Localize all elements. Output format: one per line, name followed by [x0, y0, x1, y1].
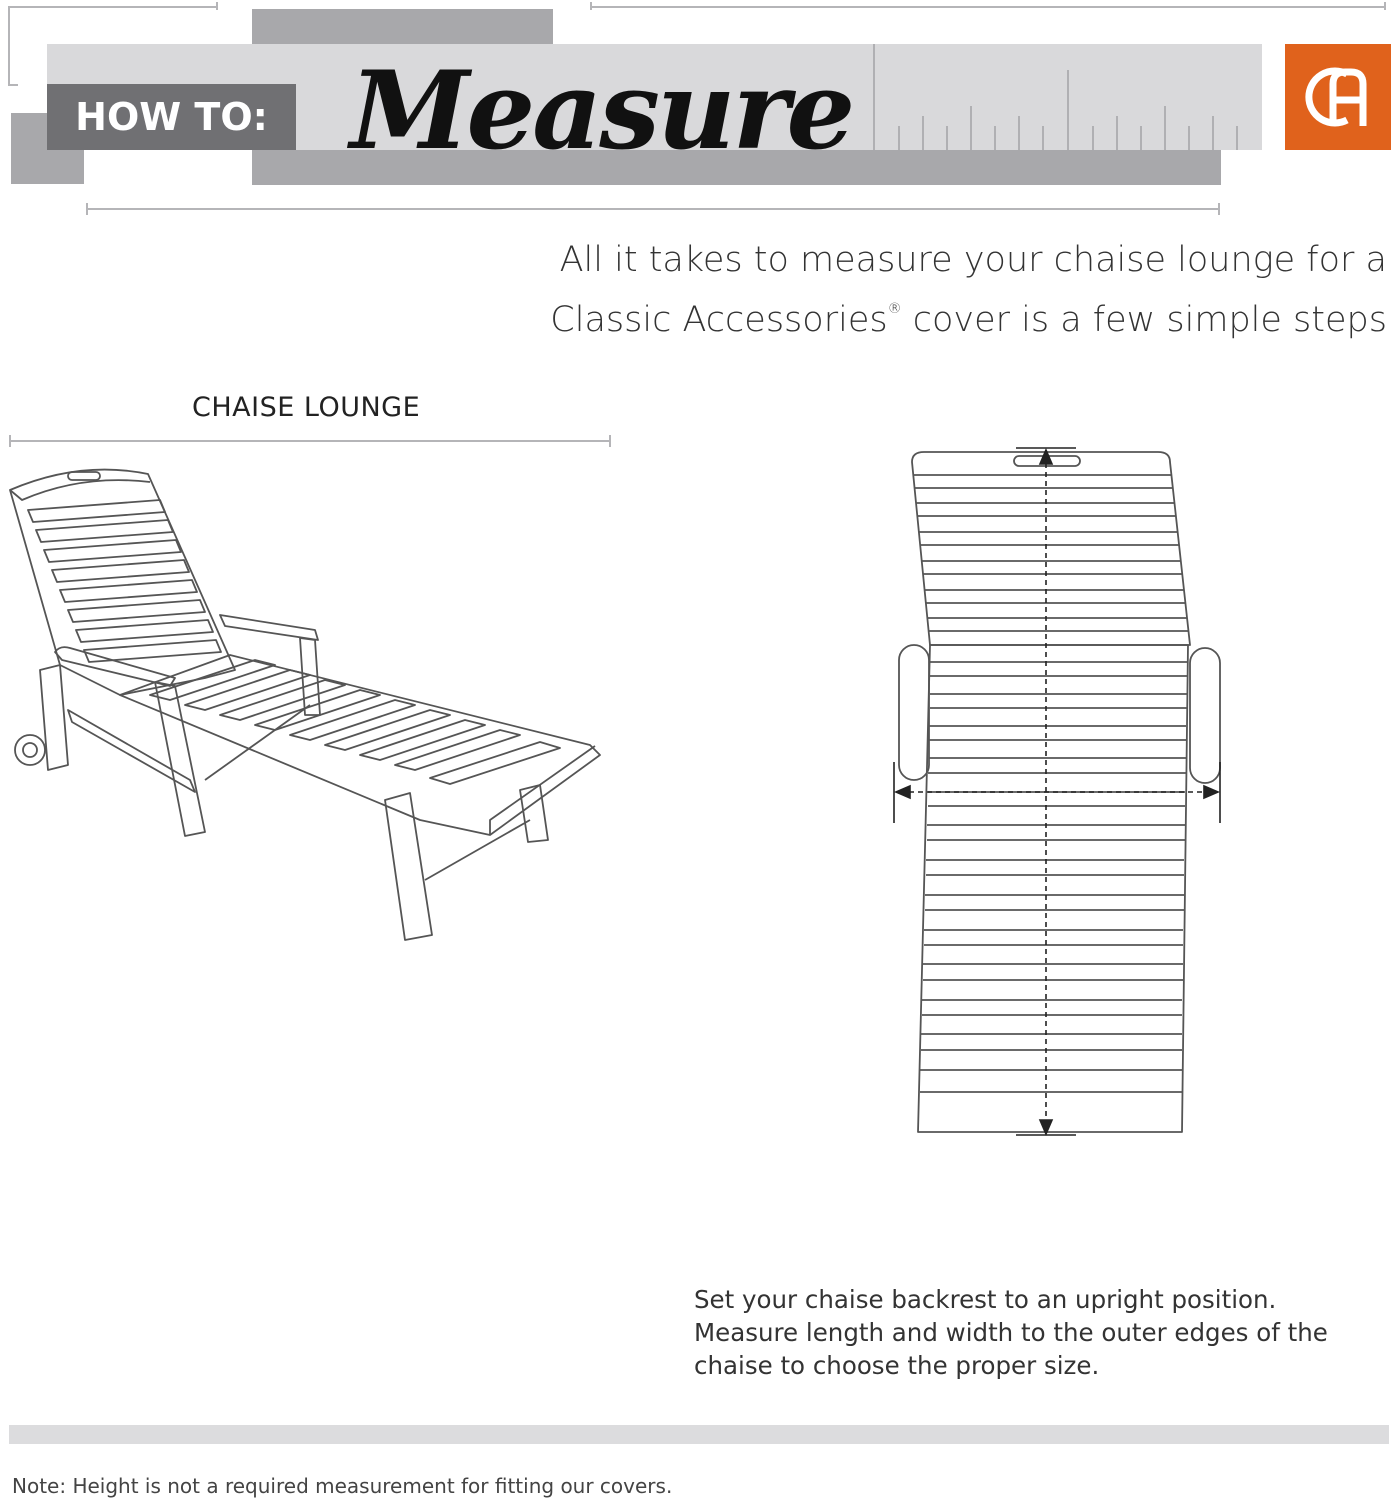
- brand-logo: [1285, 44, 1391, 150]
- instruction-line-2: Measure length and width to the outer edges of the: [694, 1318, 1328, 1347]
- chaise-lounge-illustration: [0, 460, 620, 960]
- top-rule-left-tick: [216, 2, 218, 10]
- left-armrest: [899, 645, 929, 780]
- intro-line-2-rest: cover is a few simple steps: [901, 300, 1387, 340]
- intro-text: [487, 236, 1387, 345]
- header-underline: [86, 208, 1220, 210]
- header-underline-tick-right: [1218, 203, 1220, 215]
- top-rule-right: [590, 6, 1385, 8]
- product-label-rule: [9, 440, 611, 442]
- top-rule-left: [9, 6, 218, 8]
- left-bracket-vertical: [8, 6, 10, 86]
- ruler-ticks: [872, 42, 1262, 152]
- instruction-line-1: Set your chaise backrest to an upright position.: [694, 1285, 1277, 1314]
- product-rule-tick-left: [9, 435, 11, 447]
- right-armrest: [1190, 648, 1220, 783]
- intro-line-2: [487, 285, 1387, 345]
- header-bar-top: [252, 9, 553, 44]
- product-label: CHAISE LOUNGE: [192, 392, 421, 423]
- top-rule-right-tick-a: [590, 2, 592, 10]
- instruction-line-3: chaise to choose the proper size.: [694, 1351, 1100, 1380]
- seat-outline: [918, 645, 1188, 1132]
- backrest-outline: [912, 452, 1190, 645]
- howto-label: HOW TO:: [47, 84, 296, 150]
- chaise-top-view-diagram: [890, 440, 1230, 1140]
- page-title: Measure: [350, 48, 853, 174]
- header-underline-tick-left: [86, 203, 88, 215]
- footer-note: Note: Height is not a required measurement for fitting our covers.: [12, 1474, 673, 1498]
- left-bracket-foot: [8, 84, 18, 86]
- measuring-instructions: [694, 1283, 1374, 1382]
- footer-band: [9, 1425, 1389, 1444]
- product-rule-tick-right: [609, 435, 611, 447]
- registered-mark: ®: [887, 301, 902, 317]
- top-rule-right-tick-b: [1384, 2, 1386, 10]
- brand-name: Classic Accessories: [550, 300, 888, 340]
- intro-line-1: All it takes to measure your chaise lounge for a: [559, 240, 1387, 280]
- ca-logo-icon: [1285, 44, 1391, 150]
